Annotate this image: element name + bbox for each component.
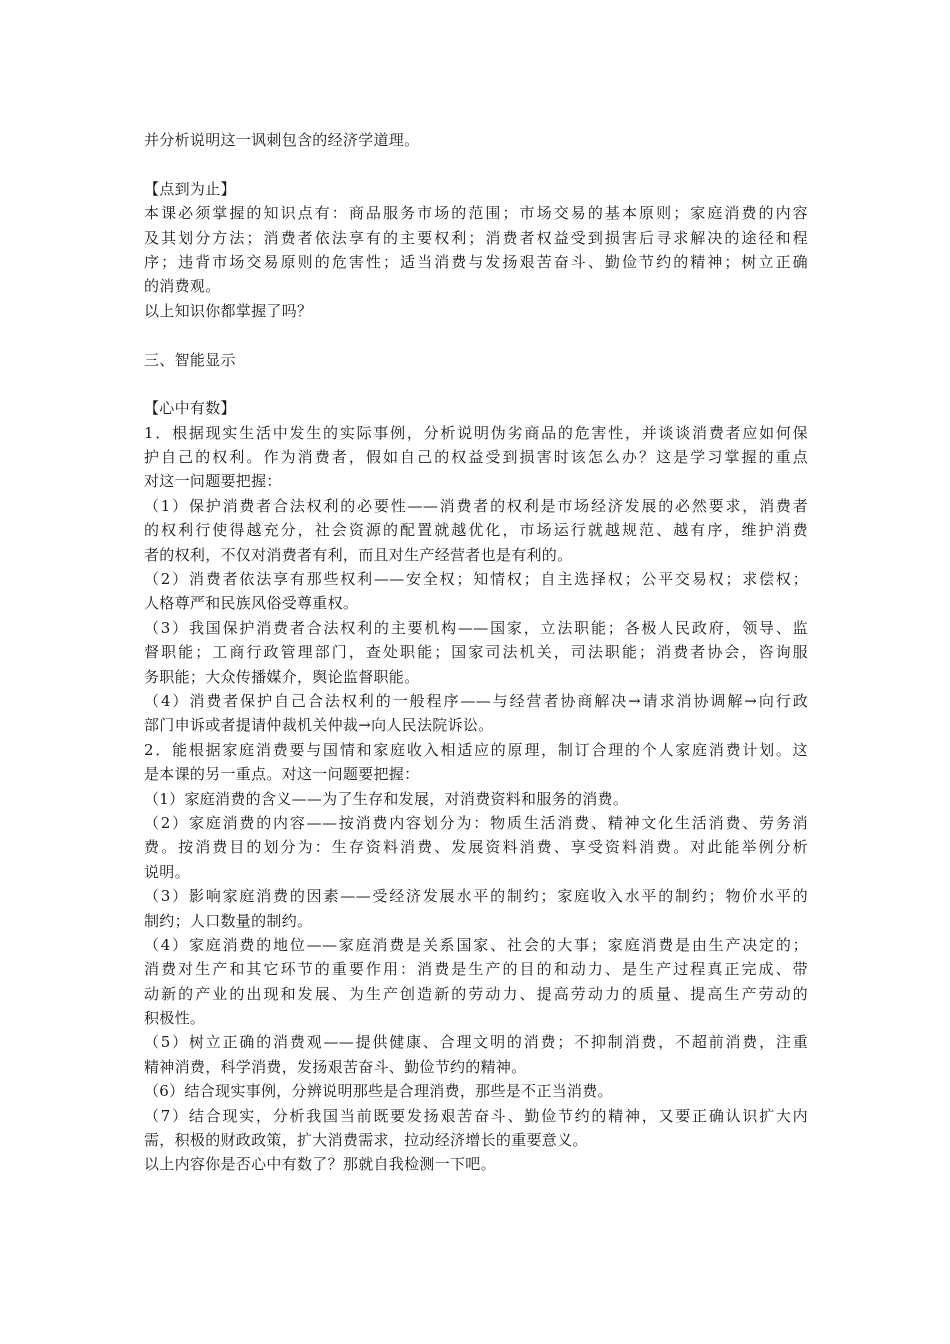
- text-line: 消费对生产和其它环节的重要作用：消费是生产的目的和动力、是生产过程真正完成、带: [144, 960, 808, 979]
- text-line: （4）消费者保护自己合法权利的一般程序——与经营者协商解决→请求消协调解→向行政: [144, 691, 808, 710]
- text-line: 及其划分方法；消费者依法享有的主要权利；消费者权益受到损害后寻求解决的途径和程: [144, 228, 808, 247]
- text-line: 人格尊严和民族风俗受尊重权。: [144, 594, 359, 613]
- text-line: （5）树立正确的消费观——提供健康、合理文明的消费；不抑制消费，不超前消费，注重: [144, 1033, 809, 1052]
- text-line: 【心中有数】: [144, 399, 236, 418]
- text-line: 积极性。: [144, 1009, 206, 1028]
- text-line: （4）家庭消费的地位——家庭消费是关系国家、社会的大事；家庭消费是由生产决定的；: [144, 935, 808, 954]
- text-line: （7）结合现实，分析我国当前既要发扬艰苦奋斗、勤俭节约的精神，又要正确认识扩大内: [144, 1106, 808, 1125]
- text-line: （1）保护消费者合法权利的必要性——消费者的权利是市场经济发展的必然要求，消费者: [144, 496, 808, 515]
- text-line: 以上内容你是否心中有数了？那就自我检测一下吧。: [144, 1155, 496, 1174]
- text-line: 本课必须掌握的知识点有：商品服务市场的范围；市场交易的基本原则；家庭消费的内容: [144, 204, 808, 223]
- text-line: 对这一问题要把握：: [144, 472, 282, 491]
- text-line: 督职能；工商行政管理部门，查处职能；国家司法机关，司法职能；消费者协会，咨询服: [144, 643, 808, 662]
- text-line: 者的权利，不仅对消费者有利，而且对生产经营者也是有利的。: [144, 545, 573, 564]
- text-line: （2）家庭消费的内容——按消费内容划分为：物质生活消费、精神文化生活消费、劳务消: [144, 813, 808, 832]
- text-line: 的消费观。: [144, 277, 221, 296]
- text-line: 费。按消费目的划分为：生存资料消费、发展资料消费、享受资料消费。对此能举例分析: [144, 838, 808, 857]
- text-line: 务职能；大众传播媒介，舆论监督职能。: [144, 667, 420, 686]
- text-line: 部门申诉或者提请仲裁机关仲裁→向人民法院诉讼。: [144, 716, 494, 735]
- text-line: 三、智能显示: [144, 350, 236, 369]
- text-line: 需，积极的财政政策，扩大消费需求，拉动经济增长的重要意义。: [144, 1131, 588, 1150]
- blank-line: [144, 372, 808, 396]
- text-line: （1）家庭消费的含义——为了生存和发展，对消费资料和服务的消费。: [144, 789, 629, 808]
- blank-line: [144, 323, 808, 347]
- text-line: 是本课的另一重点。对这一问题要把握：: [144, 765, 420, 784]
- text-line: 2．能根据家庭消费要与国情和家庭收入相适应的原理，制订合理的个人家庭消费计划。这: [144, 740, 808, 759]
- text-line: 1．根据现实生活中发生的实际事例，分析说明伪劣商品的危害性，并谈谈消费者应如何保: [144, 423, 808, 442]
- text-line: 的权利行使得越充分，社会资源的配置就越优化，市场运行就越规范、越有序，维护消费: [144, 521, 808, 540]
- blank-line: [144, 152, 808, 176]
- text-line: 【点到为止】: [144, 179, 236, 198]
- document-body: [144, 128, 808, 1177]
- text-line: 精神消费，科学消费，发扬艰苦奋斗、勤俭节约的精神。: [144, 1057, 527, 1076]
- text-line: （3）影响家庭消费的因素——受经济发展水平的制约；家庭收入水平的制约；物价水平的: [144, 887, 808, 906]
- text-line: （6）结合现实事例，分辨说明那些是合理消费，那些是不正当消费。: [144, 1082, 613, 1101]
- text-line: 序；违背市场交易原则的危害性；适当消费与发扬艰苦奋斗、勤俭节约的精神；树立正确: [144, 252, 808, 271]
- text-line: 制约；人口数量的制约。: [144, 911, 313, 930]
- text-line: 护自己的权利。作为消费者，假如自己的权益受到损害时该怎么办？这是学习掌握的重点: [144, 448, 808, 467]
- text-line: 以上知识你都掌握了吗？: [144, 301, 313, 320]
- text-line: （2）消费者依法享有那些权利——安全权；知情权；自主选择权；公平交易权；求偿权；: [144, 570, 808, 589]
- text-line: （3）我国保护消费者合法权利的主要机构——国家，立法职能；各极人民政府，领导、监: [144, 618, 808, 637]
- text-line: 动新的产业的出现和发展、为生产创造新的劳动力、提高劳动力的质量、提高生产劳动的: [144, 984, 808, 1003]
- text-line: 说明。: [144, 862, 190, 881]
- text-line: 并分析说明这一讽刺包含的经济学道理。: [144, 131, 420, 149]
